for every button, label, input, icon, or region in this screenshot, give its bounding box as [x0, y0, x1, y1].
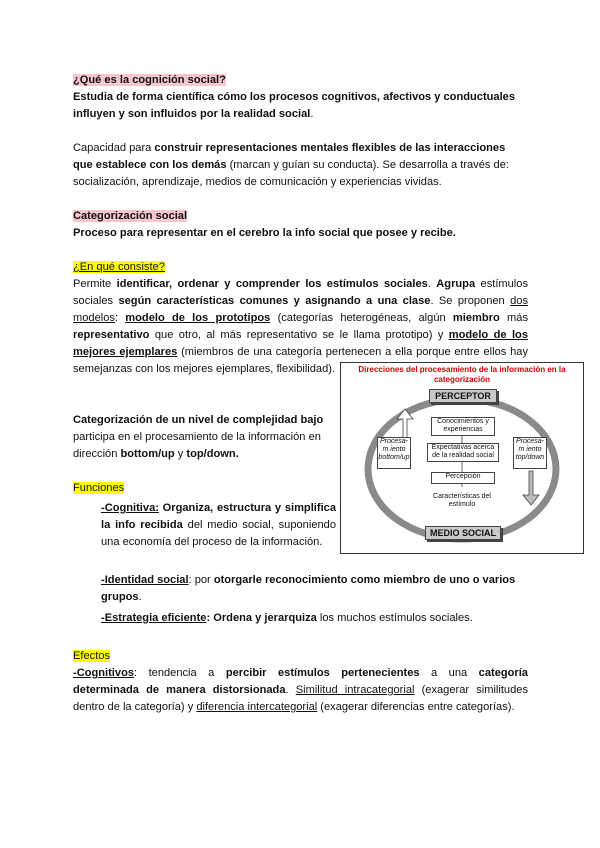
funcion-estrategia-eficiente: -Estrategia eficiente: Ordena y jerarquiza los muchos estímulos sociales.: [101, 612, 473, 624]
percepcion-box: Percepción: [431, 472, 495, 484]
section-efectos: [73, 648, 528, 665]
paragraph-capacidad: Capacidad para construir representaciones mentales flexibles de las interacciones que establece con los demás (marcan y guían su conducta). Se desarrolla a través de: socialización, aprendizaje, medios de comunicación y experiencias vividas.: [73, 142, 509, 188]
section-cognicion-social: [73, 72, 528, 89]
paragraph-categorizacion-nivel: Categorización de un nivel de complejidad bajo participa en el procesamiento de la información en dirección bottom/up y top/down.: [73, 414, 324, 460]
paragraph-permite: Permite identificar, ordenar y comprender los estímulos sociales. Agrupa estímulos sociales según características comunes y asignando a una clase. Se proponen dos modelos: modelo de los prototipos (categorías heterogéneas, algún miembro más representativo que otro, al más representativo se le llama prototipo) y modelo de los mejores ejemplares (miembros de una categoría pertenecen a ella porque entre ellos hay semejanzas con los mejores ejemplares, flexibilidad).: [73, 278, 528, 375]
perceptor-box: PERCEPTOR: [429, 389, 497, 403]
diagram-title: Direcciones del procesamiento de la información en la categorización: [358, 365, 566, 384]
heading-categorizacion: Categorización social: [73, 210, 188, 222]
diagram-procesamiento: [340, 362, 584, 554]
heading-que-es: ¿Qué es la cognición social?: [73, 74, 226, 86]
heading-efectos: Efectos: [73, 650, 110, 662]
heading-funciones: Funciones: [73, 482, 125, 494]
funcion-cognitiva: -Cognitiva: Organiza, estructura y simplifica la info recibida del medio social, suponiendo una economía del proceso de la información.: [101, 502, 336, 548]
heading-en-que-consiste: ¿En qué consiste?: [73, 261, 165, 273]
conocimientos-box: Conocimientos y experiencias: [431, 417, 495, 436]
section-categorizacion: [73, 208, 528, 225]
medio-social-box: MEDIO SOCIAL: [425, 526, 501, 540]
bottom-up-box: Procesa-m iento bottom/up: [377, 437, 411, 469]
caracteristicas-label: Características del estímulo: [433, 493, 491, 508]
expectativas-box: Expectativas acerca de la realidad social: [427, 443, 499, 462]
down-arrow-icon: [523, 471, 539, 505]
funcion-identidad-social: -Identidad social: por otorgarle reconocimiento como miembro de uno o varios grupos.: [101, 574, 516, 603]
top-down-box: Procesa-m iento top/down: [513, 437, 547, 469]
section-en-que-consiste: [73, 259, 528, 276]
definition-categorizacion: Proceso para representar en el cerebro la info social que posee y recibe.: [73, 227, 456, 239]
definition-cognicion: Estudia de forma científica cómo los procesos cognitivos, afectivos y conductuales influyen y son influidos por la realidad social.: [73, 91, 516, 120]
efecto-cognitivos: -Cognitivos: tendencia a percibir estímulos pertenecientes a una categoría determinada de manera distorsionada. Similitud intracategorial (exagerar similitudes dentro de la categoría) y diferencia intercategorial (exagerar diferencias entre categorías).: [73, 667, 528, 713]
